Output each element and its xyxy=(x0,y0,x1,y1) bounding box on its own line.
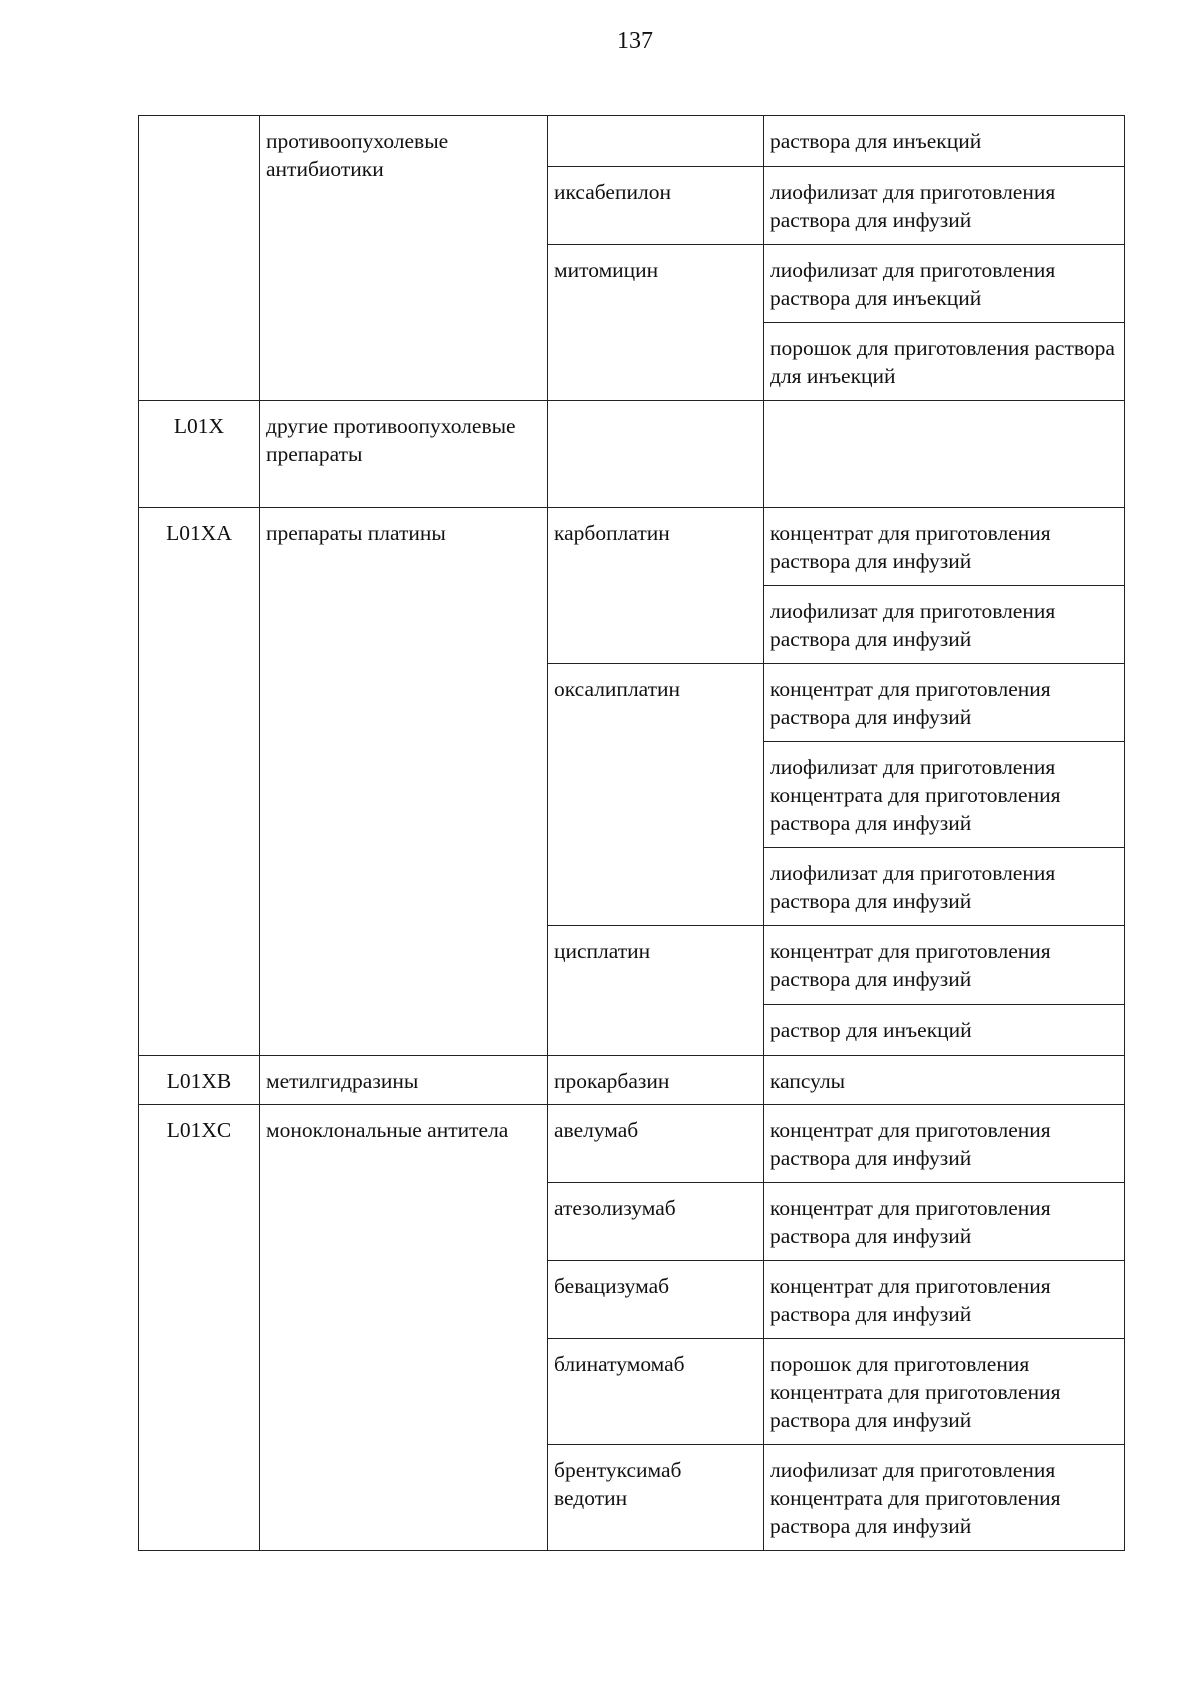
dosage-form-cell: концентрат для приготовления раствора для инфузий xyxy=(764,664,1125,742)
atc-code-cell xyxy=(139,116,260,401)
group-name-cell: противоопухолевые антибиотики xyxy=(260,116,548,401)
atc-code-cell: L01XA xyxy=(139,508,260,1056)
drug-table xyxy=(138,115,1125,1551)
drug-name-cell xyxy=(548,116,764,167)
drug-name-cell: митомицин xyxy=(548,245,764,401)
group-name-cell: препараты платины xyxy=(260,508,548,1056)
drug-name-cell: блинатумомаб xyxy=(548,1339,764,1445)
table-row xyxy=(139,401,1125,508)
table-row xyxy=(139,1105,1125,1183)
dosage-form-cell: концентрат для приготовления раствора для инфузий xyxy=(764,1261,1125,1339)
dosage-form-cell: концентрат для приготовления раствора для инфузий xyxy=(764,1183,1125,1261)
group-name-cell: моноклональные антитела xyxy=(260,1105,548,1551)
drug-name-cell: цисплатин xyxy=(548,926,764,1056)
dosage-form-cell: капсулы xyxy=(764,1056,1125,1105)
drug-name-cell: иксабепилон xyxy=(548,167,764,245)
drug-name-cell: авелумаб xyxy=(548,1105,764,1183)
dosage-form-cell: лиофилизат для приготовления концентрата для приготовления раствора для инфузий xyxy=(764,1445,1125,1551)
atc-code-cell: L01XB xyxy=(139,1056,260,1105)
drug-name-cell: карбоплатин xyxy=(548,508,764,664)
group-name-cell: другие противоопухолевые препараты xyxy=(260,401,548,508)
drug-name-cell xyxy=(548,401,764,508)
table-row xyxy=(139,508,1125,586)
dosage-form-cell xyxy=(764,401,1125,508)
dosage-form-cell: лиофилизат для приготовления раствора для инфузий xyxy=(764,167,1125,245)
dosage-form-cell: раствор для инъекций xyxy=(764,1005,1125,1056)
dosage-form-cell: лиофилизат для приготовления раствора для инфузий xyxy=(764,848,1125,926)
drug-name-cell: атезолизумаб xyxy=(548,1183,764,1261)
table-row xyxy=(139,1056,1125,1105)
dosage-form-cell: концентрат для приготовления раствора для инфузий xyxy=(764,926,1125,1005)
table-row xyxy=(139,116,1125,167)
dosage-form-cell: порошок для приготовления концентрата для приготовления раствора для инфузий xyxy=(764,1339,1125,1445)
drug-name-cell: прокарбазин xyxy=(548,1056,764,1105)
dosage-form-cell: порошок для приготовления раствора для инъекций xyxy=(764,323,1125,401)
atc-code-cell: L01X xyxy=(139,401,260,508)
dosage-form-cell: лиофилизат для приготовления раствора для инфузий xyxy=(764,586,1125,664)
dosage-form-cell: концентрат для приготовления раствора для инфузий xyxy=(764,1105,1125,1183)
dosage-form-cell: лиофилизат для приготовления раствора для инъекций xyxy=(764,245,1125,323)
group-name-cell: метилгидразины xyxy=(260,1056,548,1105)
drug-name-cell: оксалиплатин xyxy=(548,664,764,926)
dosage-form-cell: лиофилизат для приготовления концентрата для приготовления раствора для инфузий xyxy=(764,742,1125,848)
dosage-form-cell: раствора для инъекций xyxy=(764,116,1125,167)
page-number: 137 xyxy=(617,28,653,54)
drug-name-cell: бевацизумаб xyxy=(548,1261,764,1339)
drug-name-cell: брентуксимаб ведотин xyxy=(548,1445,764,1551)
dosage-form-cell: концентрат для приготовления раствора для инфузий xyxy=(764,508,1125,586)
atc-code-cell: L01XC xyxy=(139,1105,260,1551)
